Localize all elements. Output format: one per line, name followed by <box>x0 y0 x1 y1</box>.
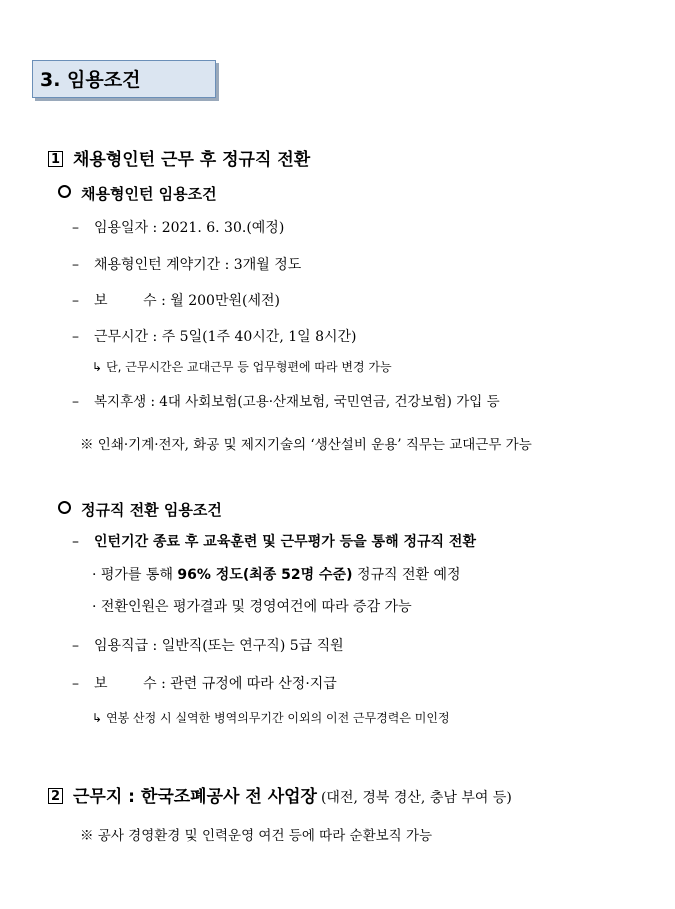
dash-marker: – <box>72 676 79 692</box>
item-appointment-date: 임용일자 : 2021. 6. 30.(예정) <box>94 220 285 236</box>
dash-marker: – <box>72 220 79 236</box>
item-contract-period: 채용형인턴 계약기간 : 3개월 정도 <box>94 257 302 273</box>
bullet-evaluation-pre: · 평가를 통해 <box>92 567 178 583</box>
dash-marker: – <box>72 394 79 410</box>
bullet-evaluation <box>92 564 461 584</box>
arrow-icon: ↳ <box>92 360 103 374</box>
item-salary-regular: 보 수 : 관련 규정에 따라 산정·지급 <box>94 676 337 692</box>
page-title: 3. 임용조건 <box>40 69 141 91</box>
arrow-icon: ↳ <box>92 711 103 725</box>
sub-heading-conversion-text: 정규직 전환 임용조건 <box>81 501 222 519</box>
bullet-evaluation-highlight: 96% 정도(최종 52명 수준) <box>177 567 353 583</box>
item-conversion-process: 인턴기간 종료 후 교육훈련 및 근무평가 등을 통해 정규직 전환 <box>94 534 476 550</box>
remark-shift-work: ※ 인쇄·기계·전자, 화공 및 제지기술의 ‘생산설비 운용’ 직무는 교대근무 가능 <box>80 437 532 453</box>
list-item <box>72 217 284 237</box>
list-item <box>72 635 344 655</box>
list-item <box>72 254 301 274</box>
list-item <box>72 326 357 346</box>
bullet-conversion-count: · 전환인원은 평가결과 및 경영여건에 따라 증감 가능 <box>92 599 412 615</box>
section-number-2: 2 <box>48 788 63 804</box>
sub-heading-conversion <box>58 499 222 520</box>
section-1-heading <box>48 145 310 170</box>
section-2-title: 근무지 : 한국조폐공사 전 사업장 <box>73 787 317 807</box>
circle-bullet-icon <box>58 185 71 198</box>
circle-bullet-icon <box>58 501 71 514</box>
bullet-evaluation-post: 정규직 전환 예정 <box>352 567 461 583</box>
item-salary: 보 수 : 월 200만원(세전) <box>94 293 280 309</box>
list-item <box>72 673 337 693</box>
section-1-title: 채용형인턴 근무 후 정규직 전환 <box>73 150 311 170</box>
dash-marker: – <box>72 329 79 345</box>
section-number-1: 1 <box>48 151 63 167</box>
item-work-hours: 근무시간 : 주 5일(1주 40시간, 1일 8시간) <box>94 329 357 345</box>
dash-marker: – <box>72 638 79 654</box>
section-2-heading <box>48 782 512 807</box>
section-2-suffix: (대전, 경북 경산, 충남 부여 등) <box>320 790 512 806</box>
list-item <box>72 390 500 410</box>
dash-marker: – <box>72 534 79 550</box>
note-work-hours <box>92 358 392 375</box>
item-rank: 임용직급 : 일반직(또는 연구직) 5급 직원 <box>94 638 344 654</box>
sub-heading-intern-text: 채용형인턴 임용조건 <box>81 185 217 203</box>
note-work-hours-text: 단, 근무시간은 교대근무 등 업무형편에 따라 변경 가능 <box>106 360 392 374</box>
dash-marker: – <box>72 293 79 309</box>
remark-rotation: ※ 공사 경영환경 및 인력운영 여건 등에 따라 순환보직 가능 <box>80 828 433 844</box>
dash-marker: – <box>72 257 79 273</box>
note-salary-text: 연봉 산정 시 실역한 병역의무기간 이외의 이전 근무경력은 미인정 <box>106 711 450 725</box>
list-item <box>72 290 280 310</box>
note-salary <box>92 709 450 726</box>
list-item <box>72 531 476 551</box>
item-welfare: 복지후생 : 4대 사회보험(고용·산재보험, 국민연금, 건강보험) 가입 등 <box>94 394 500 410</box>
sub-heading-intern <box>58 183 217 204</box>
